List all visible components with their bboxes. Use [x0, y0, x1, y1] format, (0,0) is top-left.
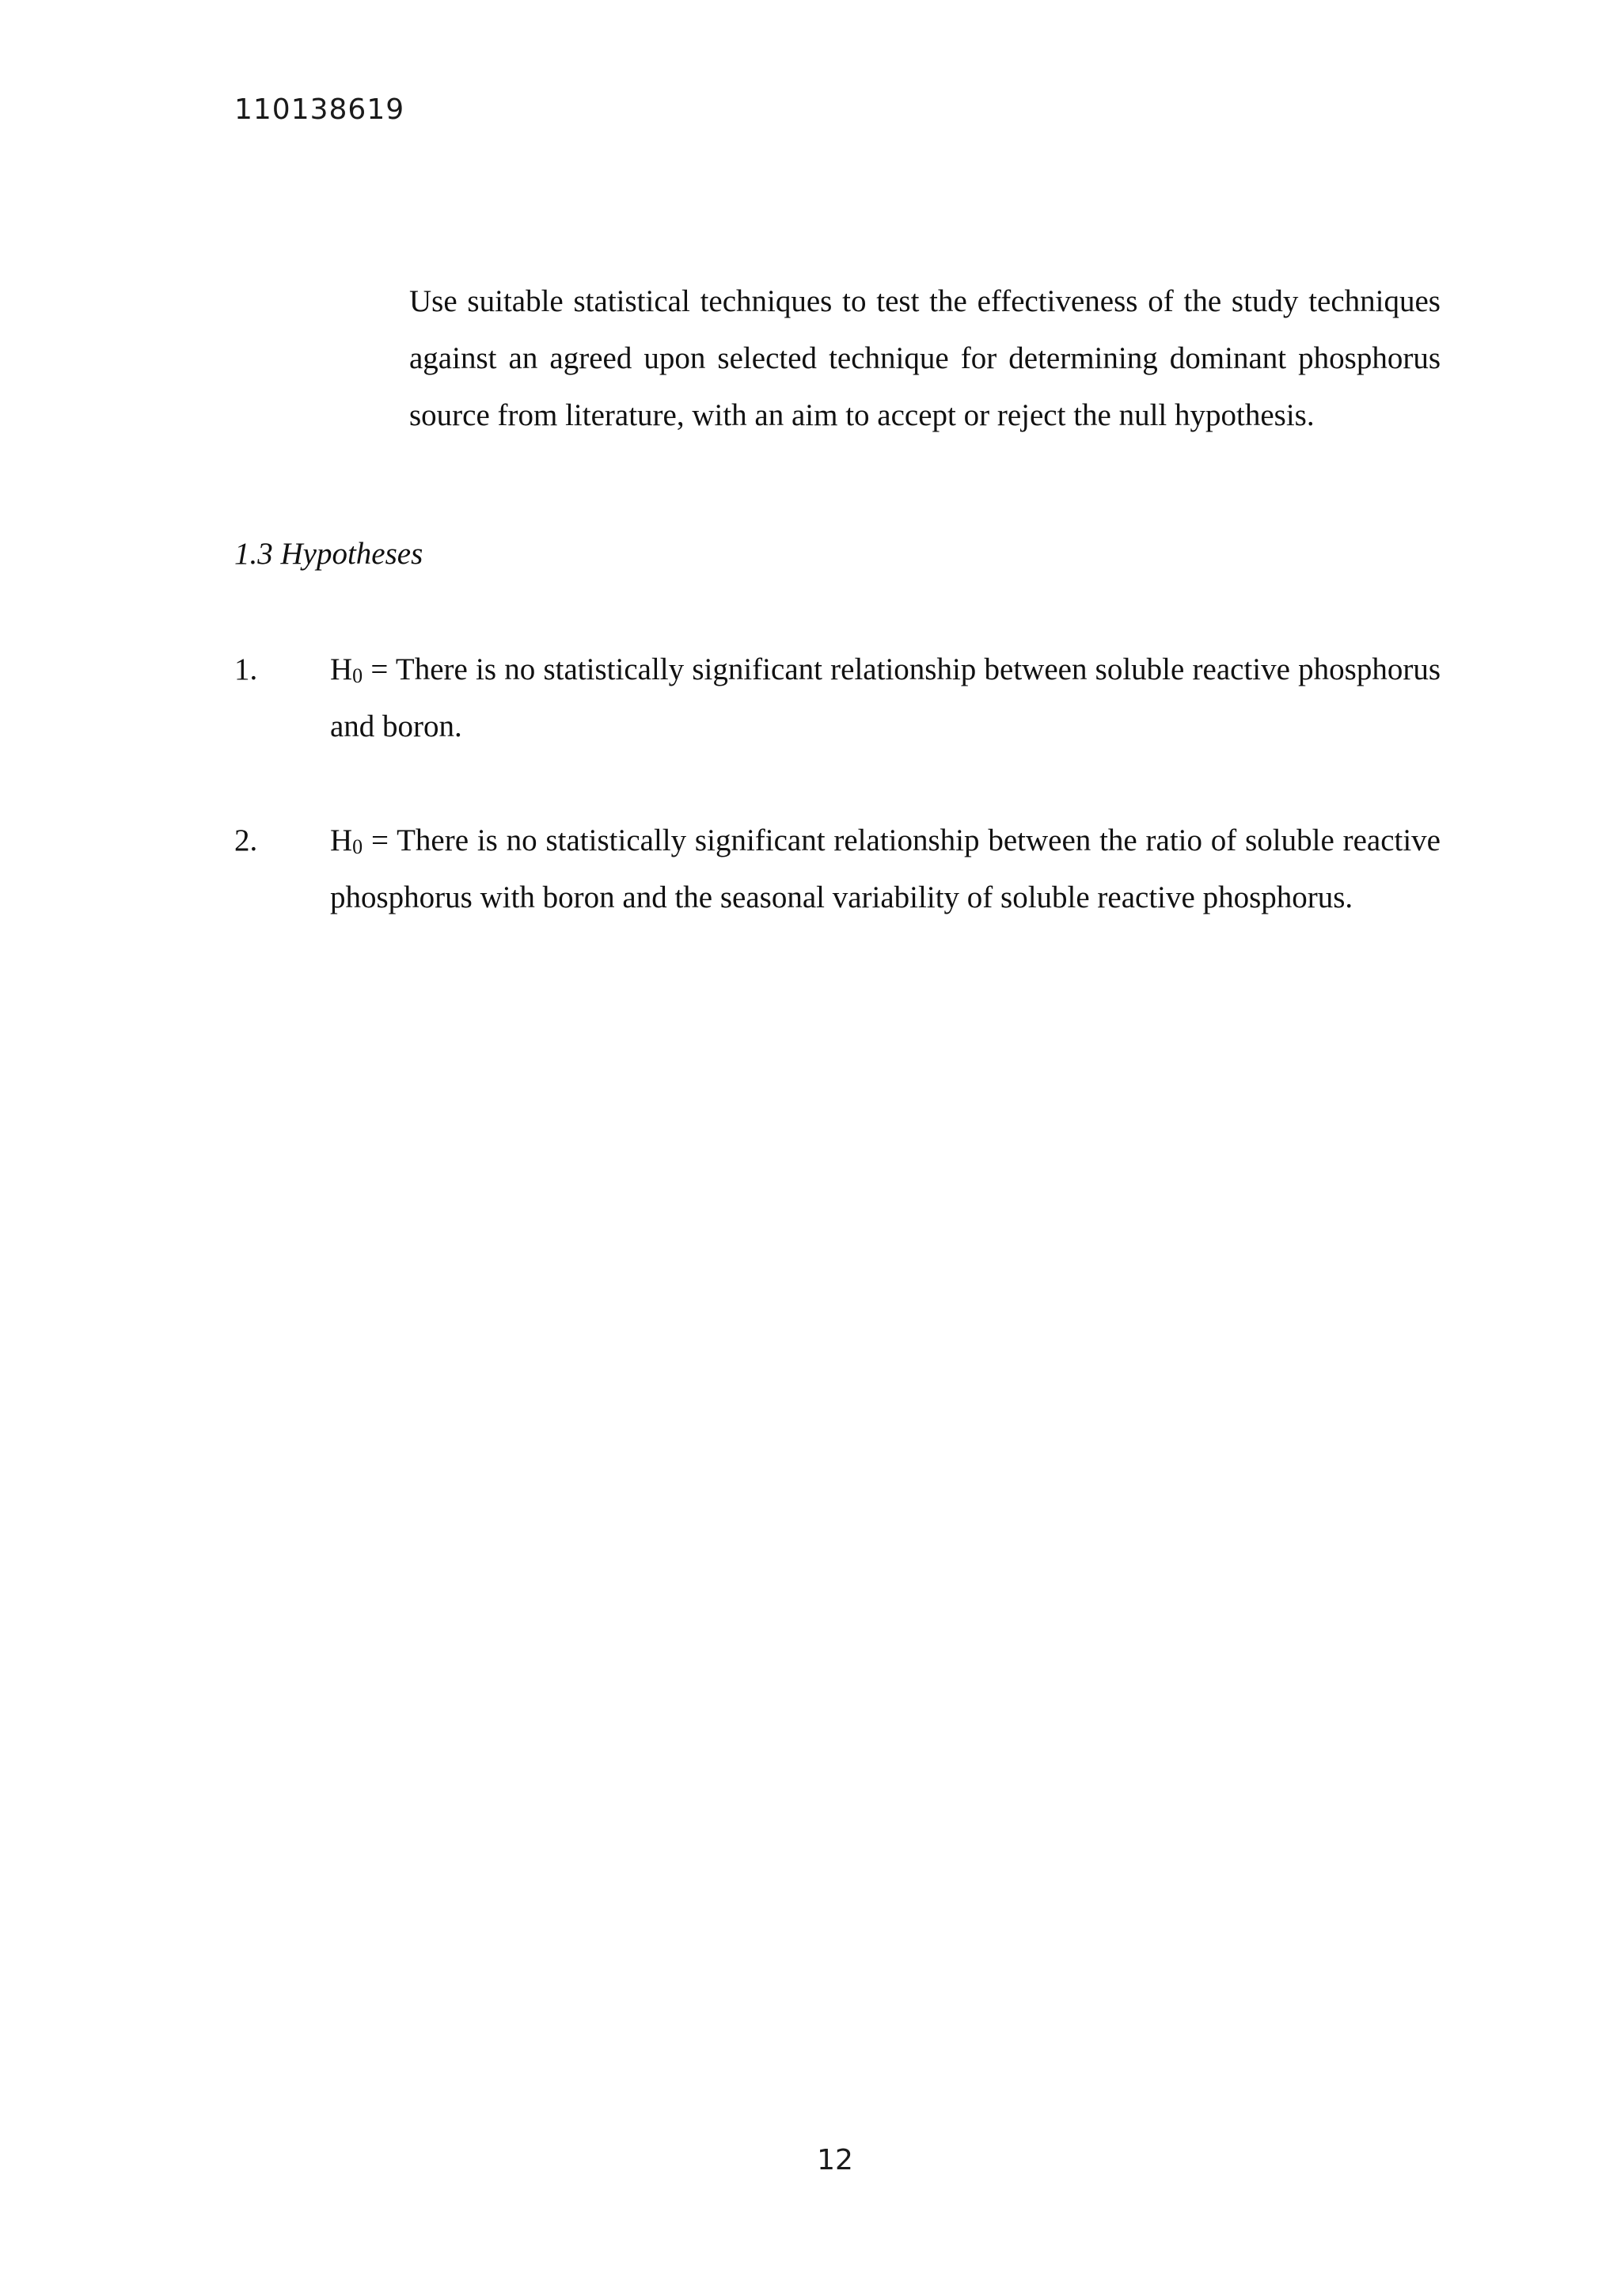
- hypothesis-text: [330, 641, 1441, 755]
- section-heading: 1.3 Hypotheses: [234, 537, 423, 571]
- hypothesis-text: [330, 812, 1441, 926]
- hypothesis-number: 1.: [234, 652, 258, 686]
- objective-paragraph: Use suitable statistical techniques to test the effectiveness of the study techniques against an agreed upon selected technique for determining dominant phosphorus source from literature, with an aim to accept or reject the null hypothesis.: [409, 284, 1441, 432]
- document-id-header: 110138619: [234, 93, 405, 126]
- null-hypothesis-subscript: 0: [352, 664, 363, 687]
- hypothesis-statement: = There is no statistically significant relationship between the ratio of soluble reactive phosphorus with boron and the seasonal variability of soluble reactive phosphorus.: [330, 823, 1441, 914]
- page-number: 12: [817, 2144, 853, 2176]
- hypothesis-statement: = There is no statistically significant relationship between soluble reactive phosphorus and boron.: [330, 652, 1441, 743]
- null-hypothesis-symbol: H: [330, 823, 353, 857]
- null-hypothesis-subscript: 0: [352, 835, 363, 858]
- null-hypothesis-symbol: H: [330, 652, 353, 686]
- hypothesis-number: 2.: [234, 823, 258, 857]
